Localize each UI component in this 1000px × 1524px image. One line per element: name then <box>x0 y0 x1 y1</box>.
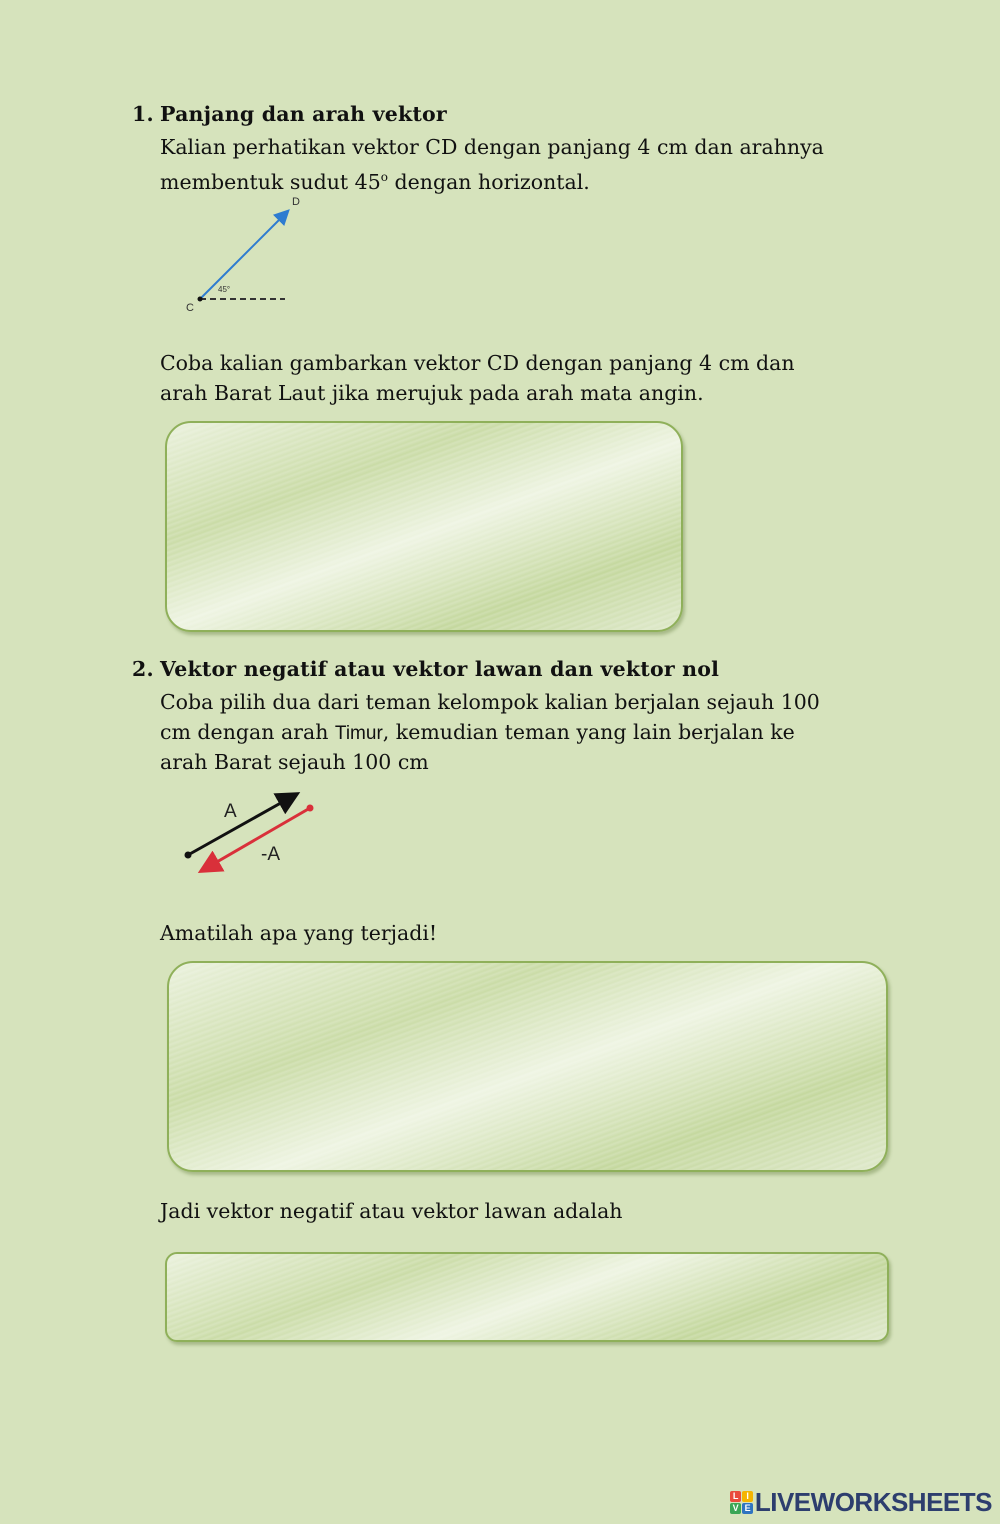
point-c <box>198 297 203 302</box>
vector-cd-figure <box>180 190 310 315</box>
logo-letter-i: I <box>742 1491 753 1502</box>
logo-letter-l: L <box>730 1491 741 1502</box>
label-c: C <box>186 302 194 314</box>
section-2-intro-line-2 <box>160 717 795 749</box>
section-2-intro-line-1: Coba pilih dua dari teman kelompok kalian berjalan sejauh 100 <box>160 690 820 714</box>
section-1-intro-line-1: Kalian perhatikan vektor CD dengan panjang 4 cm dan arahnya <box>160 135 824 159</box>
angle-label: 45° <box>218 285 231 294</box>
drawing-answer-box[interactable] <box>165 421 683 632</box>
section-1-title <box>132 102 447 126</box>
section-2-title-text: Vektor negatif atau vektor lawan dan vektor nol <box>160 657 720 681</box>
logo-letter-e: E <box>742 1503 753 1514</box>
liveworksheets-logo <box>730 1487 992 1518</box>
section-1-task-line-2: arah Barat Laut jika merujuk pada arah mata angin. <box>160 381 704 405</box>
label-d: D <box>292 196 300 208</box>
vector-a-neg-a-figure <box>175 785 335 880</box>
label-a: A <box>224 801 237 822</box>
section-2-intro-line-3: arah Barat sejauh 100 cm <box>160 750 429 774</box>
intro-text-a: membentuk sudut 45 <box>160 170 381 194</box>
observe-instruction: Amatilah apa yang terjadi! <box>160 921 438 945</box>
section-1-task-line-1: Coba kalian gambarkan vektor CD dengan panjang 4 cm dan <box>160 351 795 375</box>
degree-superscript: o <box>380 170 388 184</box>
section-2-title <box>132 657 719 681</box>
section-1-number: 1. <box>132 102 154 126</box>
conclusion-prompt: Jadi vektor negatif atau vektor lawan adalah <box>160 1199 623 1223</box>
section-1-title-text: Panjang dan arah vektor <box>160 102 447 126</box>
vector-neg-a-tail <box>307 805 314 812</box>
logo-letter-v: V <box>730 1503 741 1514</box>
intro-text-timur: Timur <box>334 723 383 744</box>
label-neg-a: -A <box>261 844 280 865</box>
section-2-number: 2. <box>132 657 154 681</box>
observation-answer-box[interactable] <box>167 961 888 1172</box>
intro-text-a: cm dengan arah <box>160 720 335 744</box>
live-logo-icon <box>730 1491 753 1514</box>
brand-text: LIVEWORKSHEETS <box>754 1487 992 1517</box>
conclusion-answer-box[interactable] <box>165 1252 889 1342</box>
intro-text-b: , kemudian teman yang lain berjalan ke <box>382 720 795 744</box>
intro-text-b: dengan horizontal. <box>387 170 590 194</box>
vector-a-tail <box>185 852 192 859</box>
vector-cd-arrow <box>200 212 287 299</box>
